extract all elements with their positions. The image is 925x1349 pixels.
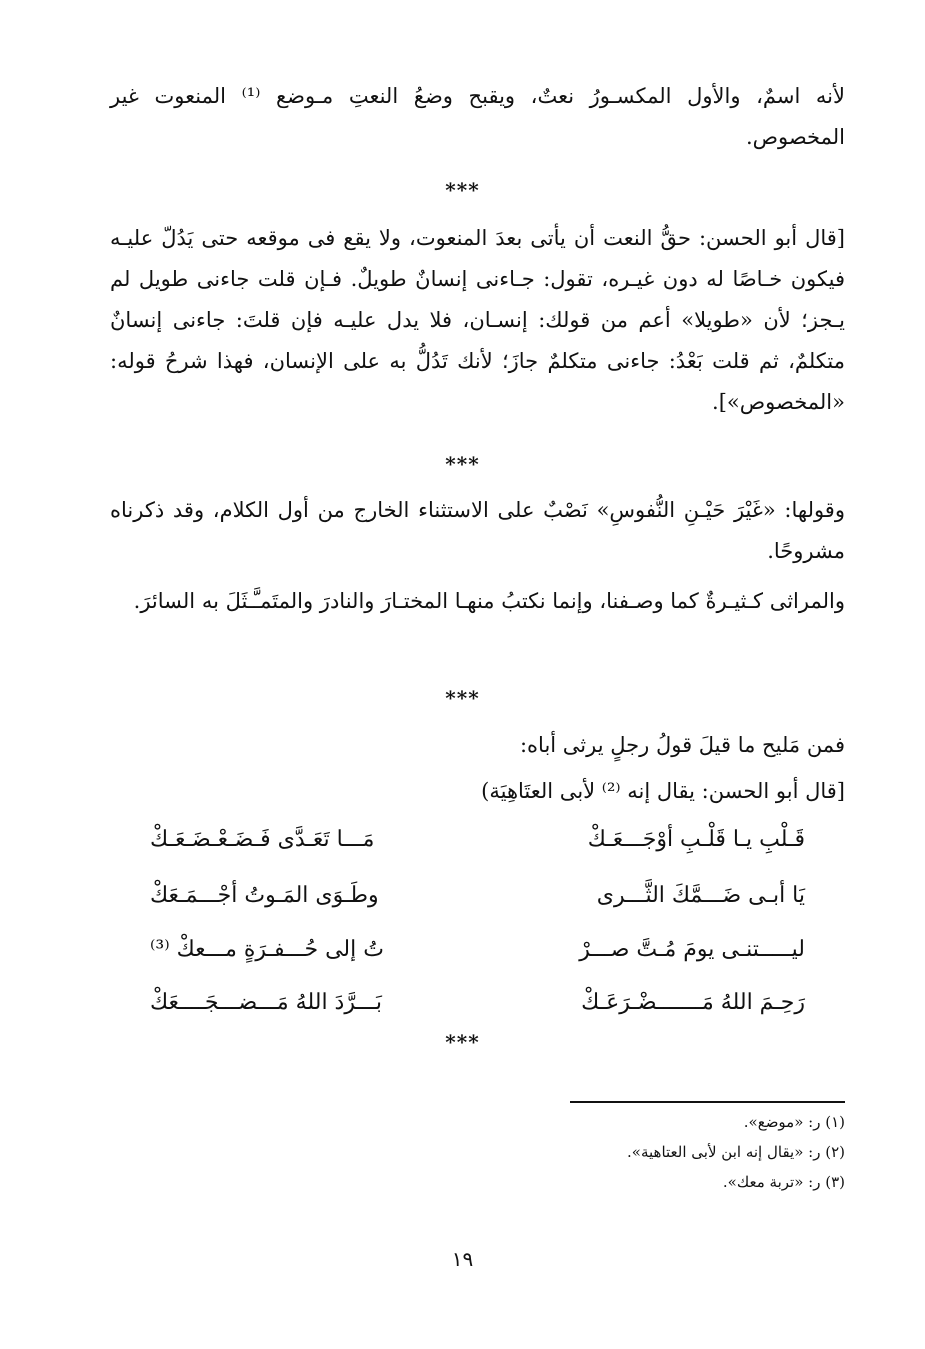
section-separator-3: *** xyxy=(445,686,480,710)
section-separator-1: *** xyxy=(445,178,480,202)
footnote-3: (٣) ر: «تربة معك». xyxy=(722,1173,845,1191)
verse-row xyxy=(150,871,805,921)
paragraph-4: والمراثى كـثيـرةٌ كما وصـفنا، وإنما نكتبُ منهـا المختـارَ والنادرَ والمتَمـَّـثَلَ به السائرَ. xyxy=(133,589,845,613)
verse-first-hemistich: رَحِـمَ اللهُ مَـــــــضْـرَعَـكْ xyxy=(581,990,805,1015)
verse-second-hemistich: مَـــا تَعَـدَّى فَـضَـعْـضَـعَـكْ xyxy=(150,827,375,852)
page-number: ١٩ xyxy=(451,1247,474,1271)
poem-intro-line: فمن مَليح ما قيلَ قولُ رجلٍ يرثى أباه: xyxy=(519,733,845,757)
verse-second-hemistich: وطَـوَى المَـوتُ أجْـــمَـعَكْ xyxy=(150,883,379,908)
footnote-1: (١) ر: «موضع». xyxy=(743,1113,845,1131)
footnote-2: (٢) ر: «يقال إنه ابن لأبى العتاهية». xyxy=(627,1143,845,1161)
verse-row xyxy=(150,815,805,865)
paragraph-1: لأنه اسمٌ، والأول المكسـورُ نعتٌ، ويقبح وضعُ النعتِ مـوضع ⁽¹⁾ المنعوت غير المخصوص. xyxy=(110,84,845,149)
verse-row xyxy=(150,978,805,1028)
verse-row xyxy=(150,925,805,975)
verse-first-hemistich: ليـــــتنـى يومَ مُـتَّ صـــرْ xyxy=(579,937,805,962)
verse-first-hemistich: قَـلْبِ يـا قَلْـبِ أوْجَـــعَـكْ xyxy=(587,827,805,852)
verse-first-hemistich: يَا أبـى ضَـــمَّكَ الثَّـــرى xyxy=(596,883,805,908)
attribution-line: [قال أبو الحسن: يقال إنه ⁽²⁾ لأبى العتَاهِيَة) xyxy=(481,779,845,803)
verse-second-hemistich: بَـــرَّدَ اللهُ مَـــضـــجَــــعَكْ xyxy=(150,990,382,1015)
footnote-divider xyxy=(570,1101,845,1103)
section-separator-2: *** xyxy=(445,452,480,476)
paragraph-2: [قال أبو الحسن: حقُّ النعت أن يأتى بعدَ المنعوت، ولا يقع فى موقعه حتى يَدُلّ عليـه فيكون خـاصًا له دون غيـره، تقول: جـاءنى إنسانٌ طويلٌ. فـإن قلت جاءنى طويل لم يـجز؛ لأن «طويلا» أعم من قولك: إنسـان، فلا يدل عليـه فإن قلتَ: جاءنى إنسانٌ متكلمٌ، ثم قلت بَعْدُ: جاءنى متكلمٌ جازَ؛ لأنك تَدُلُّ به على الإنسان، فهذا شرحُ قوله: «المخصوص»]. xyxy=(110,226,845,414)
section-separator-4: *** xyxy=(445,1030,480,1054)
verse-second-hemistich: تُ إلى حُـــفـرَةٍ مـــعكْ ⁽³⁾ xyxy=(150,937,384,962)
paragraph-3: وقولها: «غَيْرَ حَيْـنِ النُّفوسِ» نَصْبٌ على الاستثناء الخارج من أول الكلام، وقد ذكرناه مشروحًا. xyxy=(110,498,845,563)
